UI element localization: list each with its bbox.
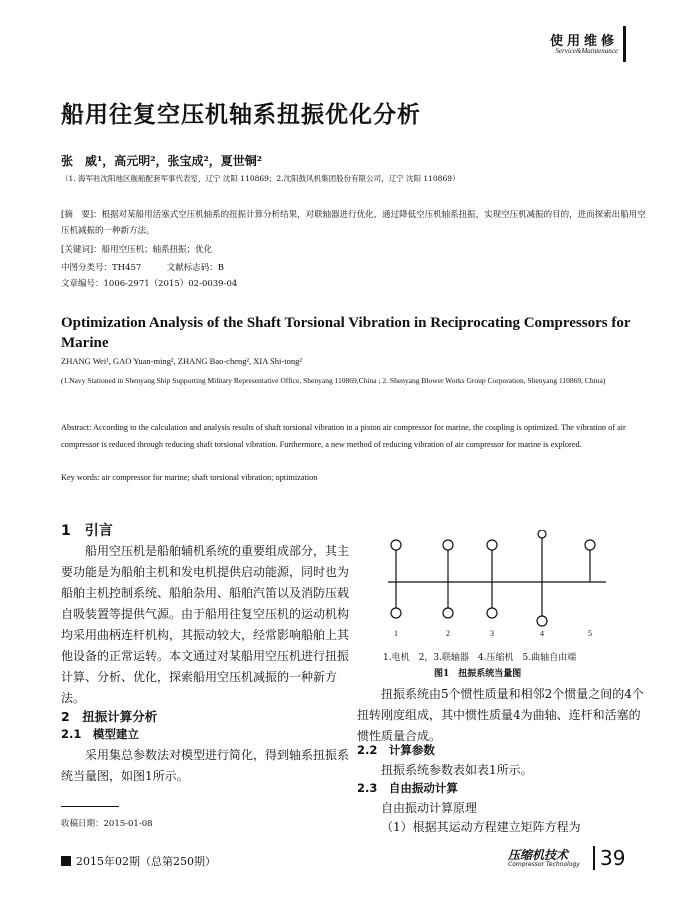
node-2-bottom-mass bbox=[443, 608, 453, 618]
node-label-5: 5 bbox=[588, 629, 592, 638]
affiliation-en: (1.Navy Stationed in Shenyang Ship Supporting Military Representative Office, Shenyang 110869,China ; 2. Shenyang Blower Works Group Corporation, Shenyang 110869, China) bbox=[61, 376, 606, 385]
node-5-mass bbox=[585, 540, 595, 550]
section-2-2-heading: 2.2 计算参数 bbox=[357, 743, 435, 757]
section-2-1-paragraph: 采用集总参数法对模型进行简化，得到轴系扭振系统当量图，如图1所示。 bbox=[61, 748, 350, 783]
section-2-3-heading: 2.3 自由振动计算 bbox=[357, 781, 458, 795]
node-label-2: 2 bbox=[446, 629, 450, 638]
node-label-4: 4 bbox=[540, 629, 544, 638]
paper-title-zh: 船用往复空压机轴系扭振优化分析 bbox=[61, 101, 421, 128]
classification-code: 中图分类号：TH457 文献标志码：B bbox=[61, 263, 225, 273]
section-2-3-subheading: 自由振动计算原理 bbox=[381, 801, 478, 815]
running-header-section: 使用维修 bbox=[549, 34, 618, 49]
abstract-en: Abstract: According to the calculation and analysis results of shaft torsional vibration in a piston air compressor for marine, the coupling is optimized. The vibration of air compressor is reduced through reducing shaft torsional vibration. Furthermore, a new method of reducing vibration of air compressor for marine is explored. bbox=[61, 423, 626, 449]
node-3-bottom-mass bbox=[487, 608, 497, 618]
node-4-top-mass bbox=[538, 530, 546, 538]
node-3-top-mass bbox=[487, 540, 497, 550]
article-number: 文章编号：1006-2971（2015）02-0039-04 bbox=[61, 279, 238, 289]
node-4-bottom-mass bbox=[537, 616, 547, 626]
node-1-bottom-mass bbox=[391, 608, 401, 618]
affiliation-zh: （1. 海军驻沈阳地区舰船配套军事代表室，辽宁 沈阳 110869；2.沈阳鼓风机集团股份有限公司，辽宁 沈阳 110869） bbox=[61, 174, 460, 183]
authors-en: ZHANG Wei¹, GAO Yuan-ming², ZHANG Bao-cheng², XIA Shi-tong² bbox=[61, 356, 302, 366]
figure-1-legend: 1.电机 2，3.联轴器 4.压缩机 5.曲轴自由端 bbox=[383, 653, 577, 663]
keywords-en: Key words: air compressor for marine; shaft torsional vibration; optimization bbox=[61, 473, 318, 482]
paper-title-en: Optimization Analysis of the Shaft Torsional Vibration in Reciprocating Compressors for Marine bbox=[61, 315, 631, 351]
torsional-system-diagram bbox=[368, 530, 628, 650]
section-1-heading: 1 引言 bbox=[61, 523, 113, 539]
keywords-zh: [关键词]：船用空压机；轴系扭振；优化 bbox=[61, 245, 213, 255]
journal-brand: 压缩机技术 bbox=[508, 848, 569, 862]
received-date: 收稿日期：2015-01-08 bbox=[61, 819, 153, 829]
abstract-zh: [摘 要]：根据对某船用活塞式空压机轴系的扭振计算分析结果，对联轴器进行优化，通过降低空压机轴系扭振，实现空压机减振的目的，进而探索出船用空压机减振的一种新方法。 bbox=[61, 210, 646, 236]
section-1-paragraph: 船用空压机是船舶辅机系统的重要组成部分，其主要功能是为船舶主机和发电机提供启动能源，同时也为船舶主机控制系统、船舶杂用、船舶汽笛以及消防压载自吸装置等提供气源。由于船用往复空压机的运动机构均采用曲柄连杆机构，其振动较大，经常影响船舶上其他设备的正常运转。本文通过对某船用空压机进行扭振计算、分析、优化，探索船用空压机减振的一种新方法。 bbox=[61, 544, 350, 705]
footer-divider bbox=[593, 846, 595, 870]
section-2-3-paragraph: （1）根据其运动方程建立矩阵方程为 bbox=[381, 820, 581, 834]
header-divider bbox=[623, 26, 626, 62]
journal-brand-en: Compressor Technology bbox=[508, 861, 580, 868]
node-2-top-mass bbox=[443, 540, 453, 550]
figure-description-paragraph: 扭振系统由5个惯性质量和相邻2个惯量之间的4个扭转刚度组成，其中惯性质量4为曲轴、连杆和活塞的惯性质量合成。 bbox=[357, 687, 644, 743]
footer-square-mark bbox=[61, 856, 71, 866]
node-label-3: 3 bbox=[490, 629, 494, 638]
section-2-2-paragraph: 扭振系统参数表如表1所示。 bbox=[381, 763, 533, 777]
issue-info: 2015年02期（总第250期） bbox=[76, 855, 216, 868]
running-header-section-en: Service&Maintenance bbox=[555, 47, 618, 55]
figure-1-caption: 图1 扭振系统当量图 bbox=[434, 669, 522, 679]
footnote-rule bbox=[61, 806, 119, 807]
node-label-1: 1 bbox=[394, 629, 398, 638]
page-number: 39 bbox=[600, 846, 626, 870]
node-1-top-mass bbox=[391, 540, 401, 550]
section-2-heading: 2 扭振计算分析 bbox=[61, 709, 158, 724]
authors-zh: 张 威¹，高元明²，张宝成²，夏世铜² bbox=[61, 154, 263, 168]
section-2-1-heading: 2.1 模型建立 bbox=[61, 727, 139, 741]
